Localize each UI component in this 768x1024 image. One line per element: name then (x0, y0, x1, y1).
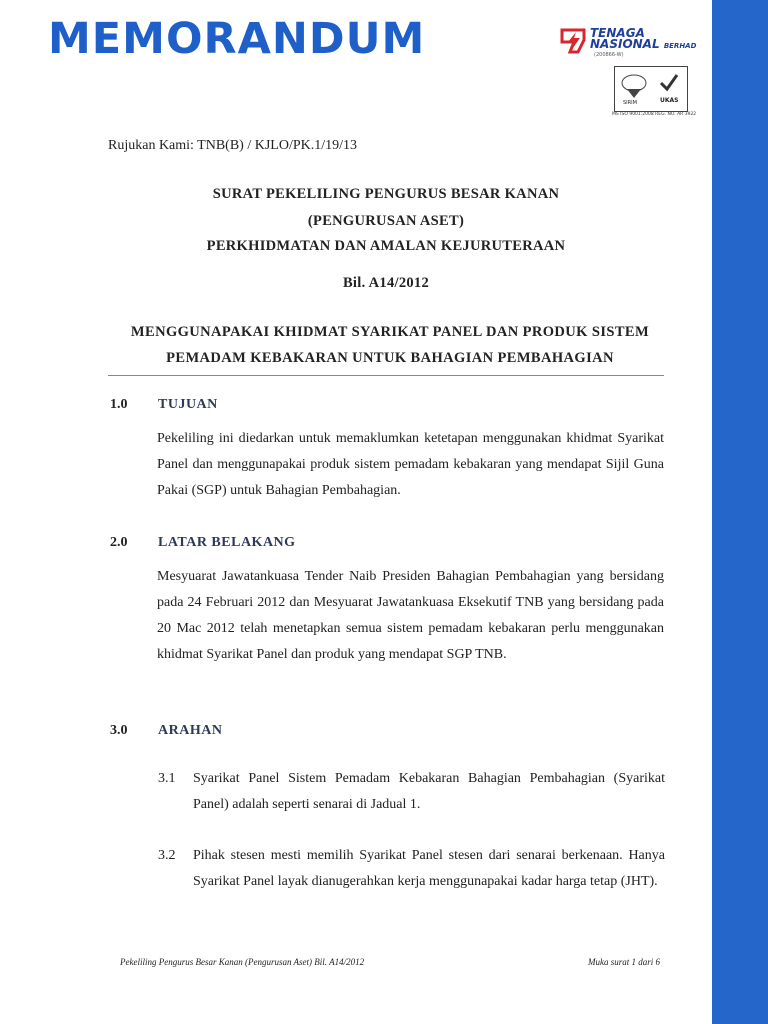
section-body-latar-belakang: Mesyuarat Jawatankuasa Tender Naib Presiden Bahagian Pembahagian yang bersidang pada 24 Februari 2012 dan Mesyuarat Jawatankuasa Eksekutif TNB yang bersidang pada 20 Mac 2012 telah menetapkan semua sistem pemadam kebakaran perlu menggunakan khidmat Syarikat Panel dan produk yang mendapat SGP TNB. (157, 569, 664, 662)
section-title-tujuan: TUJUAN (158, 397, 218, 412)
sirim-label: SIRIM (623, 100, 637, 106)
bil-number: Bil. A14/2012 (342, 275, 430, 291)
subject-line1: MENGGUNAPAKAI KHIDMAT SYARIKAT PANEL DAN PRODUK SISTEM (130, 324, 650, 340)
section-number: 2.0 (110, 535, 128, 550)
footer-page-number: Muka surat 1 dari 6 (588, 957, 660, 967)
circular-heading-line2: (PENGURUSAN ASET) (307, 213, 465, 229)
logo-brand (590, 28, 696, 52)
check-mark-icon (657, 71, 681, 95)
subsection-text: Pihak stesen mesti memilih Syarikat Panel stesen dari senarai berkenaan. Hanya Syarikat Panel layak dianugerahkan kerja menggunapakai kadar harga tetap (JHT). (193, 848, 665, 889)
footer-circular-ref: Pekeliling Pengurus Besar Kanan (Pengurusan Aset) Bil. A14/2012 (120, 957, 365, 967)
memo-title: MEMORANDUM (48, 14, 426, 64)
logo-registration: (200866-W) (594, 52, 624, 58)
circular-heading-line3: PERKHIDMATAN DAN AMALAN KEJURUTERAAN (206, 238, 566, 254)
subsection-text: Syarikat Panel Sistem Pemadam Kebakaran Bahagian Pembahagian (Syarikat Panel) adalah seperti senarai di Jadual 1. (193, 771, 665, 812)
certification-text: MS ISO 9001:2008 REG. NO. AR 3922 (612, 112, 697, 117)
section-title-latar-belakang: LATAR BELAKANG (158, 535, 296, 550)
right-edge-bar (712, 0, 768, 1024)
logo-brand-suffix: BERHAD (663, 42, 697, 50)
ukas-label: UKAS (660, 97, 679, 104)
logo-brand-line1: TENAGA (590, 26, 645, 40)
section-body-tujuan: Pekeliling ini diedarkan untuk memaklumkan ketetapan menggunakan khidmat Syarikat Panel dan menggunapakai produk sistem pemadam kebakaran yang mendapat Sijil Guna Pakai (SGP) untuk Bahagian Pembahagian. (157, 431, 664, 498)
lightning-logo-icon (558, 26, 592, 56)
subject-line2: PEMADAM KEBAKARAN UNTUK BAHAGIAN PEMBAHAGIAN (166, 350, 614, 366)
section-number: 1.0 (110, 397, 128, 412)
section-title-arahan: ARAHAN (158, 723, 223, 738)
reference-number: Rujukan Kami: TNB(B) / KJLO/PK.1/19/13 (108, 138, 358, 153)
logo-brand-line2: NASIONAL (590, 37, 660, 51)
certification-box (614, 66, 688, 112)
quality-system-icon (619, 71, 649, 101)
section-number: 3.0 (110, 723, 128, 738)
subsection-number: 3.1 (158, 771, 176, 786)
company-logo (558, 22, 708, 122)
subject-divider (108, 375, 664, 376)
circular-heading-line1: SURAT PEKELILING PENGURUS BESAR KANAN (212, 186, 560, 202)
subsection-number: 3.2 (158, 848, 176, 863)
